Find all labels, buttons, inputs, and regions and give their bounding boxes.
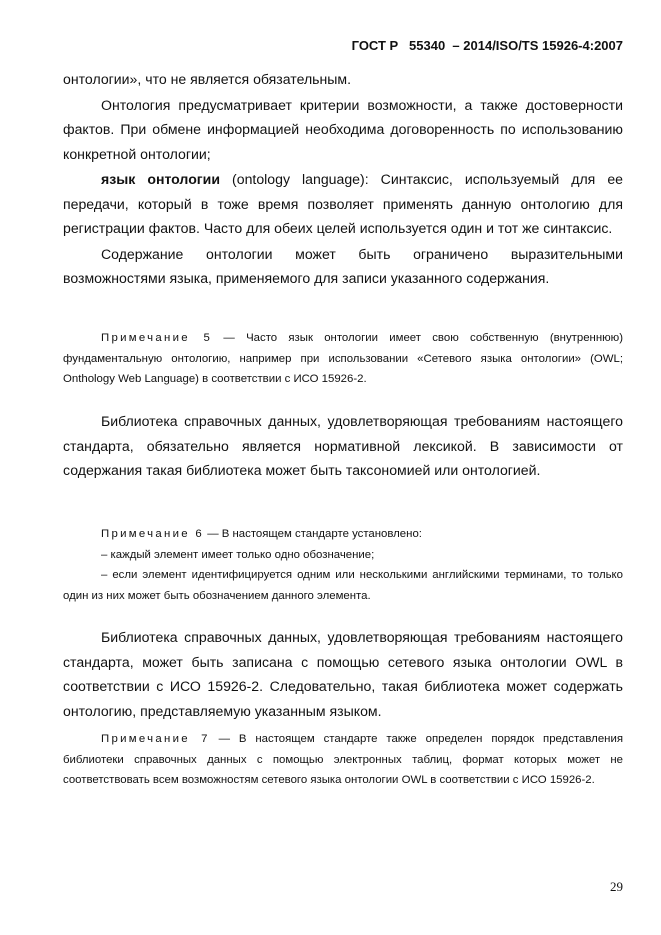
paragraph-ontology-criteria: Онтология предусматривает критерии возможности, а также достоверности фактов. При обмене информацией необходима договоренность по использованию конкретной онтологии; — [63, 96, 623, 162]
note-7 — [63, 729, 623, 791]
note-5-text: — Часто язык онтологии имеет свою собственную (внутреннюю) фундаментальную онтологию, например при использовании «Сетевого языка онтологии» (OWL; Onthology Web Language) в соответствии с ИСО 15926-2. — [63, 332, 623, 385]
text-block-3 — [63, 625, 623, 723]
note-6-label: Примечание 6 — [101, 528, 205, 540]
text-block-1 — [63, 67, 623, 291]
paragraph-continuation: онтологии», что не является обязательным. — [63, 71, 352, 87]
document-header: ГОСТ Р 55340 – 2014/ISO/TS 15926-4:2007 — [351, 38, 623, 53]
note-5-label: Примечание 5 — [101, 332, 213, 344]
term-definition: (ontology language): Синтаксис, используемый для ее передачи, который в тоже время позволяет применять данную онтологию для регистрации фактов. Часто для обеих целей используется один и тот же синтаксис. — [63, 171, 623, 236]
paragraph-ontology-language — [63, 167, 623, 241]
text-block-2 — [63, 409, 623, 483]
note-6 — [63, 524, 623, 606]
note-7-label: Примечание 7 — [101, 733, 210, 745]
note-6-text: — В настоящем стандарте установлено: — [204, 528, 422, 540]
note-6-item-1: – каждый элемент имеет только одно обозначение; — [101, 548, 375, 561]
term-ontology-language: язык онтологии — [101, 171, 221, 187]
paragraph-reference-library-lexicon: Библиотека справочных данных, удовлетворяющая требованиям настоящего стандарта, обязательно является нормативной лексикой. В зависимости от содержания такая библиотека может быть таксономией или онтологией. — [63, 413, 623, 478]
page-number: 29 — [610, 879, 623, 894]
paragraph-reference-library-owl: Библиотека справочных данных, удовлетворяющая требованиям настоящего стандарта, может быть записана с помощью сетевого языка онтологии OWL в соответствии с ИСО 15926-2. Следовательно, такая библиотека может содержать онтологию, представляемую указанным языком. — [63, 629, 623, 719]
note-5 — [63, 328, 623, 390]
note-6-item-2: – если элемент идентифицируется одним или несколькими английскими терминами, то только один из них может быть обозначением данного элемента. — [63, 569, 623, 602]
paragraph-ontology-content: Содержание онтологии может быть ограничено выразительными возможностями языка, применяемого для записи указанного содержания. — [63, 245, 623, 286]
note-7-text: — В настоящем стандарте также определен порядок представления библиотеки справочных данных с помощью электронных таблиц, формат которых может не соответствовать всем возможностям сетевого языка онтологии OWL в соответствии с ИСО 15926-2. — [63, 733, 623, 786]
